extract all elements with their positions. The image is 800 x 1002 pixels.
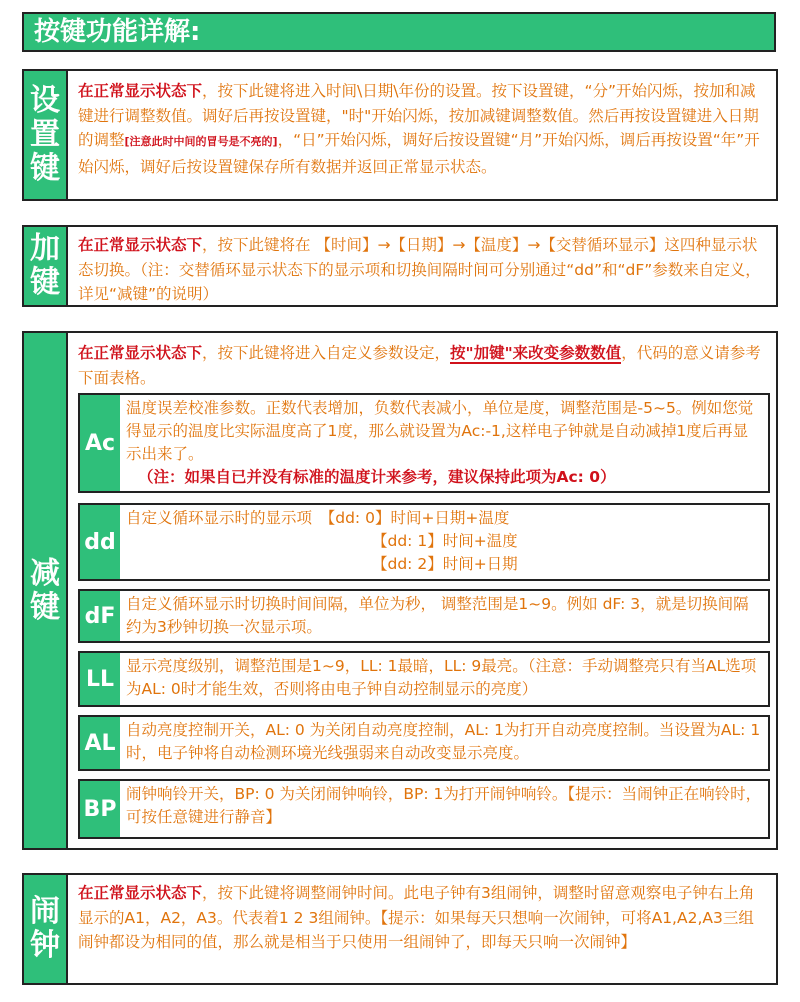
param-row-ac <box>78 393 770 493</box>
section-text: 在正常显示状态下，按下此键将调整闹钟时间。此电子钟有3组闹钟，调整时留意观察电子钟右上角显示的A1，A2，A3。代表着1 2 3组闹钟。【提示：如果每天只想响一次闹钟，可将A1,A2,A3三组闹钟都设为相同的值，那么就是相当于只使用一组闹钟了，即每天只响一次闹钟】 <box>78 884 755 951</box>
section-text: 在正常显示状态下，按下此键将进入时间\日期\年份的设置。按下设置键，“分”开始闪烁，按加和减键进行调整数值。调好后再按设置键，"时"开始闪烁，按加减键调整数值。然后再按设置键进入日期的调整[注意此时中间的冒号是不亮的]，“日”开始闪烁，调好后按设置键“月”开始闪烁，调后再按设置“年”开始闪烁，调好后按设置键保存所有数据并返回正常显示状态。 <box>78 82 760 176</box>
section-label: 减键 <box>24 333 68 848</box>
param-text: 自定义循环显示时切换时间间隔，单位为秒， 调整范围是1~9。例如 dF: 3，就是切换间隔约为3秒钟切换一次显示项。 <box>126 595 749 636</box>
param-row-bp <box>78 779 770 839</box>
section-text: 在正常显示状态下，按下此键将在 【时间】→【日期】→【温度】→【交替循环显示】这四种显示状态切换。（注：交替循环显示状态下的显示项和切换间隔时间可分别通过“dd”和“dF”参数来自定义，详见“减键”的说明） <box>78 236 761 303</box>
section-label: 设置键 <box>24 71 68 199</box>
param-code: dF <box>80 591 120 641</box>
param-text: 自定义循环显示时的显示项 【dd: 0】时间+日期+温度 【dd: 1】时间+温度 【dd: 2】时间+日期 <box>126 509 518 573</box>
param-row-al <box>78 715 770 771</box>
section-text: 在正常显示状态下，按下此键将进入自定义参数设定，按"加键"来改变参数数值，代码的意义请参考下面表格。 <box>78 344 761 387</box>
page-title: 按键功能详解: <box>22 12 776 52</box>
param-text: 显示亮度级别，调整范围是1~9，LL: 1最暗，LL: 9最亮。（注意：手动调整亮只有当AL选项为AL: 0时才能生效，否则将由电子钟自动控制显示的亮度） <box>126 657 757 698</box>
param-code: LL <box>80 653 120 705</box>
param-code: BP <box>80 781 120 837</box>
section-set-key <box>22 69 778 201</box>
section-label: 闹钟 <box>24 875 68 983</box>
param-row-df <box>78 589 770 643</box>
param-text: 自动亮度控制开关，AL: 0 为关闭自动亮度控制，AL: 1为打开自动亮度控制。当设置为AL: 1时，电子钟将自动检测环境光线强弱来自动改变显示亮度。 <box>126 721 761 762</box>
param-code: Ac <box>80 395 120 491</box>
section-minus-key <box>22 331 778 850</box>
param-row-ll <box>78 651 770 707</box>
param-text: 温度误差校准参数。正数代表增加，负数代表减小，单位是度，调整范围是-5~5。例如您觉得显示的温度比实际温度高了1度，那么就设置为Ac:-1,这样电子钟就是自动减掉1度后再显示出来了。 （注：如果自已并没有标准的温度计来参考，建议保持此项为Ac: 0） <box>126 399 754 486</box>
underlined-instruction: 按"加键"来改变参数数值 <box>450 344 622 362</box>
section-label: 加键 <box>24 227 68 305</box>
param-text: 闹钟响铃开关，BP: 0 为关闭闹钟响铃，BP: 1为打开闹钟响铃。【提示：当闹钟正在响铃时，可按任意键进行静音】 <box>126 785 762 826</box>
section-plus-key <box>22 225 778 307</box>
param-code: dd <box>80 505 120 579</box>
param-code: AL <box>80 717 120 769</box>
param-row-dd <box>78 503 770 581</box>
section-alarm-key <box>22 873 778 985</box>
